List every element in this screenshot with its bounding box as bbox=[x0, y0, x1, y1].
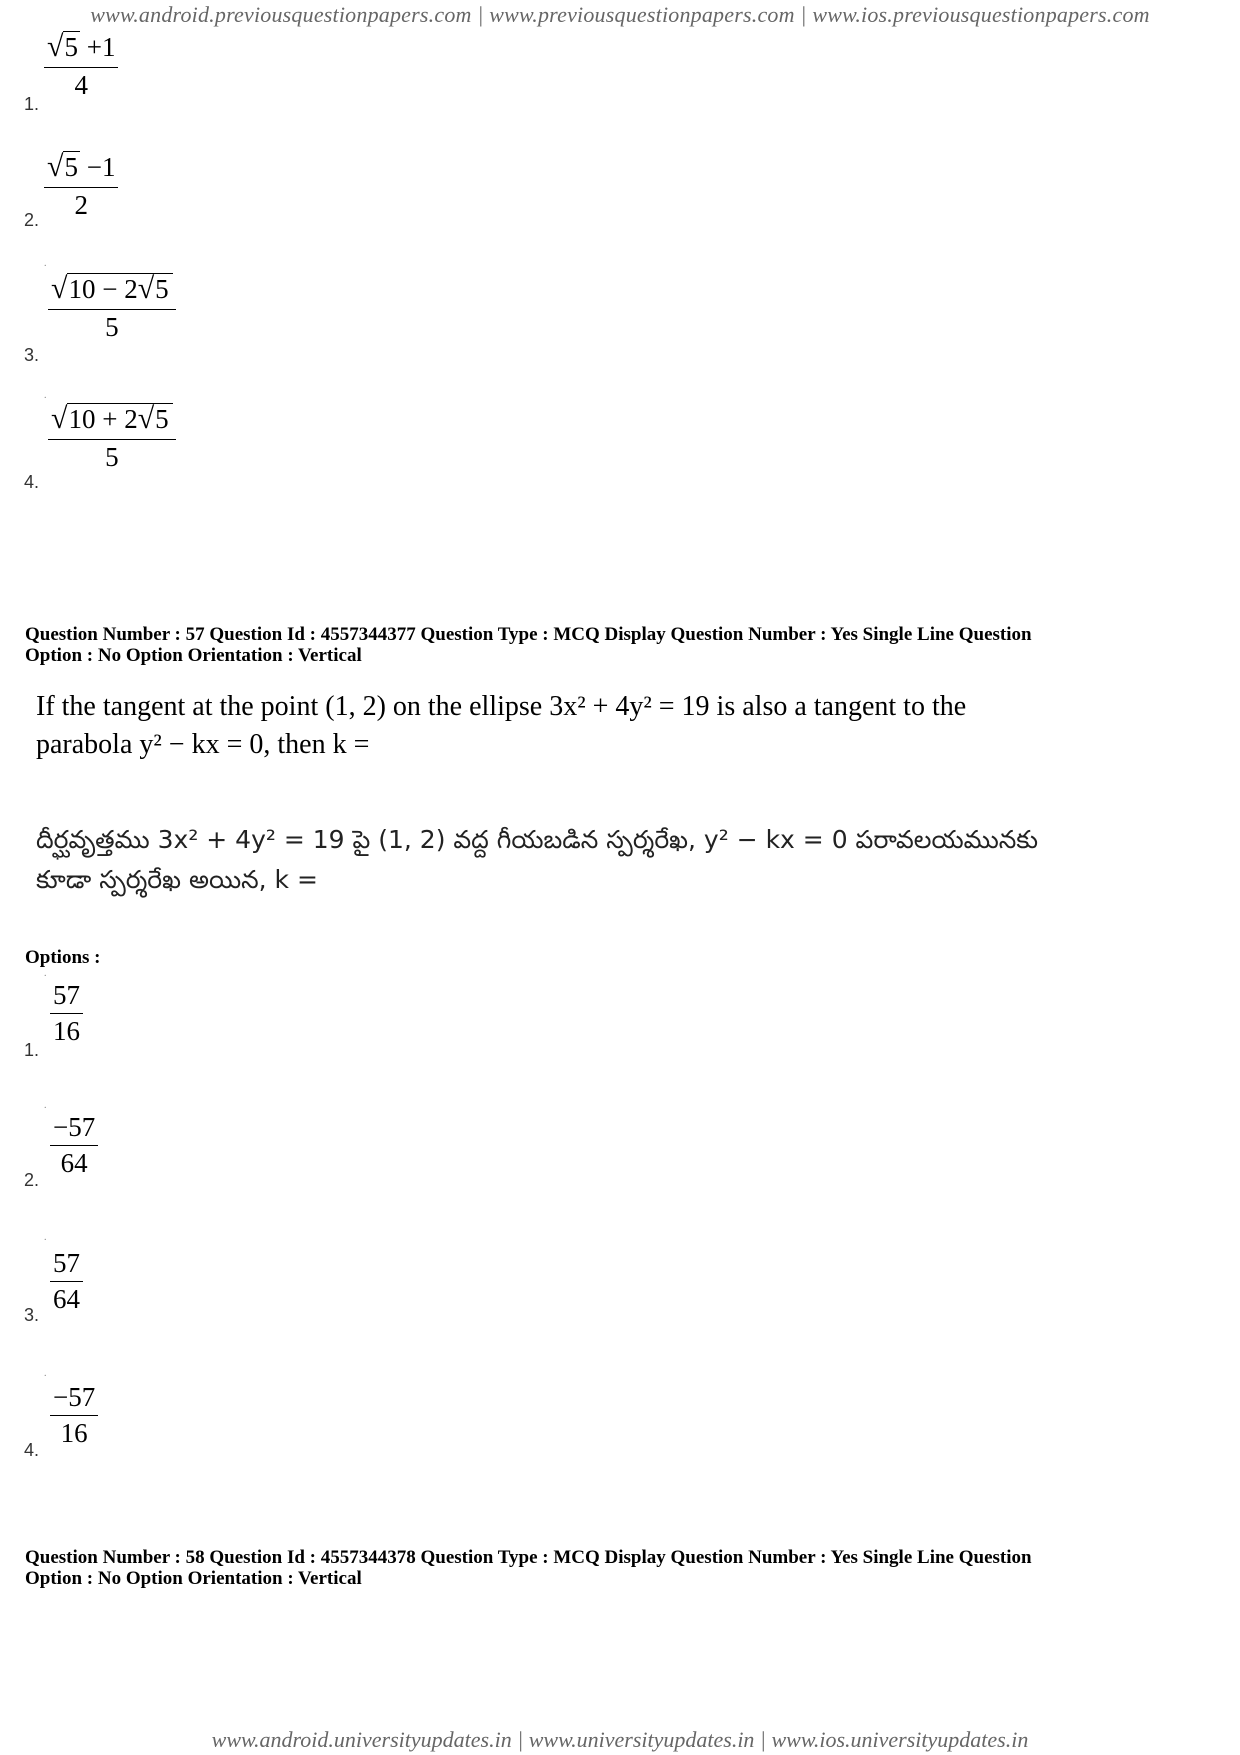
q56-option-2-numerator: √5 −1 bbox=[44, 150, 118, 188]
q57-option-1-fraction bbox=[50, 980, 83, 1047]
q57-option-1-numerator: 57 bbox=[50, 980, 83, 1014]
q56-option-1-denominator: 4 bbox=[74, 69, 88, 100]
q57-option-1-number: 1. bbox=[24, 1040, 40, 1060]
q56-option-3-fraction bbox=[48, 272, 176, 343]
q57-question-telugu-line1: దీర్ఘవృత్తము 3x² + 4y² = 19 పై (1, 2) వద్ద గీయబడిన స్పర్శరేఖ, y² − kx = 0 పరావలయమునకు bbox=[36, 825, 1038, 854]
q56-option-1-numerator: √5 +1 bbox=[44, 30, 118, 68]
q57-option-2-fraction bbox=[50, 1112, 98, 1179]
q57-meta bbox=[25, 624, 1215, 666]
q56-option-4-numerator: √10 + 2√5 bbox=[48, 402, 176, 440]
q58-meta-line2: Option : No Option Orientation : Vertical bbox=[25, 1568, 362, 1589]
q57-question-telugu-line2: కూడా స్పర్శరేఖ అయిన, k = bbox=[36, 865, 318, 894]
q58-meta bbox=[25, 1547, 1215, 1589]
q56-option-2-denominator: 2 bbox=[74, 189, 88, 220]
q56-option-2-fraction bbox=[44, 150, 118, 221]
q57-question-telugu bbox=[36, 820, 1206, 900]
q56-option-4-fraction bbox=[48, 402, 176, 473]
q57-option-4-numerator: −57 bbox=[50, 1382, 98, 1416]
header-links[interactable]: www.android.previousquestionpapers.com | www.previousquestionpapers.com | www.ios.previousquestionpapers.com bbox=[90, 2, 1150, 27]
q56-option-1-number: 1. bbox=[24, 94, 40, 114]
q56-option-4-number: 4. bbox=[24, 472, 40, 492]
q58-meta-line1: Question Number : 58 Question Id : 4557344378 Question Type : MCQ Display Question Number : Yes Single Line Question bbox=[25, 1547, 1032, 1568]
q56-option-3-numerator: √10 − 2√5 bbox=[48, 272, 176, 310]
q56-option-4-denominator: 5 bbox=[105, 441, 119, 472]
q56-option-1-fraction bbox=[44, 30, 118, 101]
q57-option-2-number: 2. bbox=[24, 1170, 40, 1190]
q57-meta-line2: Option : No Option Orientation : Vertical bbox=[25, 645, 362, 666]
q56-option-2-number: 2. bbox=[24, 210, 40, 230]
q57-question-english bbox=[36, 688, 1206, 764]
q57-option-3-fraction bbox=[50, 1248, 83, 1315]
q57-option-3-numerator: 57 bbox=[50, 1248, 83, 1282]
options-label: Options : bbox=[25, 947, 101, 968]
q57-option-4-denominator: 16 bbox=[60, 1418, 88, 1449]
q57-question-english-line1: If the tangent at the point (1, 2) on the ellipse 3x² + 4y² = 19 is also a tangent to the bbox=[36, 691, 967, 722]
q57-question-english-line2: parabola y² − kx = 0, then k = bbox=[36, 729, 370, 760]
q57-option-4-fraction bbox=[50, 1382, 98, 1449]
q56-option-3-denominator: 5 bbox=[105, 311, 119, 342]
q57-option-3-number: 3. bbox=[24, 1305, 40, 1325]
q57-option-4-number: 4. bbox=[24, 1440, 40, 1460]
q56-option-3-number: 3. bbox=[24, 345, 40, 365]
q57-option-1-denominator: 16 bbox=[53, 1016, 80, 1047]
q57-option-2-numerator: −57 bbox=[50, 1112, 98, 1146]
q57-meta-line1: Question Number : 57 Question Id : 4557344377 Question Type : MCQ Display Question Number : Yes Single Line Question bbox=[25, 624, 1032, 645]
q57-option-2-denominator: 64 bbox=[60, 1148, 88, 1179]
footer-links[interactable]: www.android.universityupdates.in | www.universityupdates.in | www.ios.universityupdates.in bbox=[211, 1727, 1029, 1752]
q57-option-3-denominator: 64 bbox=[53, 1284, 80, 1315]
